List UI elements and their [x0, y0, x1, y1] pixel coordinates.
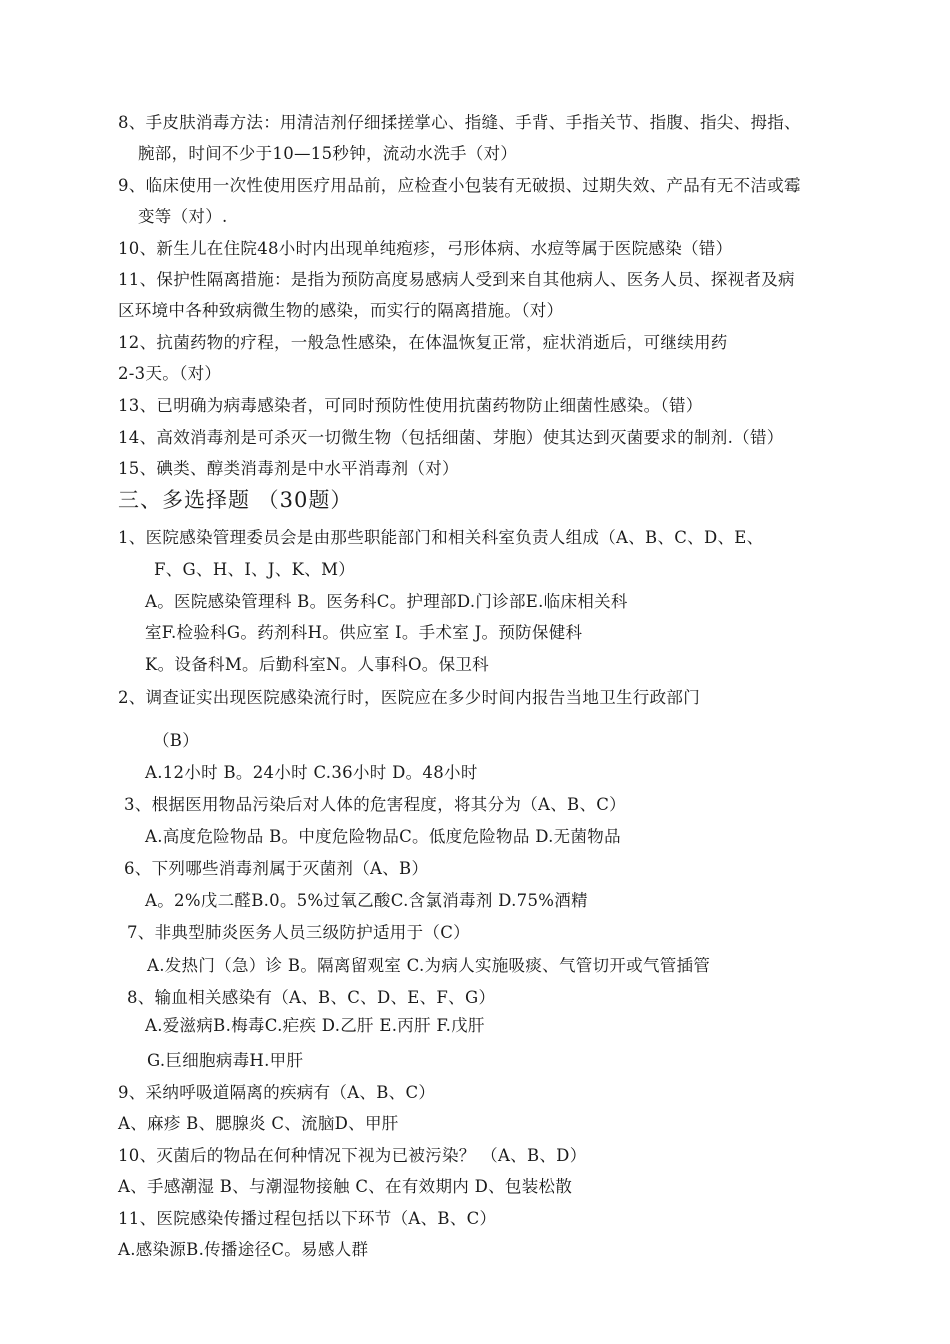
mc-item-7-options: A.发热门（急）诊 B。隔离留观室 C.为病人实施吸痰、气管切开或气管插管 [147, 956, 711, 975]
mc-item-8-options-line-1: A.爱滋病B.梅毒C.疟疾 D.乙肝 E.丙肝 F.戊肝 [145, 1016, 485, 1035]
mc-item-11-options: A.感染源B.传播途径C。易感人群 [118, 1240, 369, 1259]
tf-item-8-line-1: 8、手皮肤消毒方法：用清洁剂仔细揉搓掌心、指缝、手背、手指关节、指腹、指尖、拇指、 [118, 113, 801, 132]
mc-item-8-options-line-2: G.巨细胞病毒H.甲肝 [147, 1051, 304, 1070]
section-heading-multiple-choice: 三、多选择题 （30题） [118, 488, 353, 512]
mc-item-11-question: 11、医院感染传播过程包括以下环节（A、B、C） [118, 1209, 497, 1228]
mc-item-8-question: 8、输血相关感染有（A、B、C、D、E、F、G） [127, 988, 496, 1007]
mc-item-2-answer: （B） [153, 731, 200, 750]
mc-item-9-question: 9、采纳呼吸道隔离的疾病有（A、B、C） [118, 1083, 436, 1102]
mc-item-1-answer: F、G、H、I、J、K、M） [154, 560, 356, 579]
mc-item-10-question: 10、灭菌后的物品在何种情况下视为已被污染？ （A、B、D） [118, 1146, 587, 1165]
mc-item-3-options: A.高度危险物品 B。中度危险物品C。低度危险物品 D.无菌物品 [145, 827, 621, 846]
tf-item-8-line-2: 腕部，时间不少于10—15秒钟，流动水洗手（对） [138, 144, 518, 163]
mc-item-1-options-line-1: A。医院感染管理科 B。医务科C。护理部D.门诊部E.临床相关科 [145, 592, 628, 611]
tf-item-10: 10、新生儿在住院48小时内出现单纯疱疹，弓形体病、水痘等属于医院感染（错） [118, 239, 733, 258]
mc-item-9-options: A、麻疹 B、腮腺炎 C、流脑D、甲肝 [118, 1114, 399, 1133]
mc-item-6-options: A。2%戊二醛B.0。5%过氧乙酸C.含氯消毒剂 D.75%酒精 [145, 891, 588, 910]
mc-item-3-question: 3、根据医用物品污染后对人体的危害程度，将其分为（A、B、C） [124, 795, 626, 814]
mc-item-1-question: 1、医院感染管理委员会是由那些职能部门和相关科室负责人组成（A、B、C、D、E、 [118, 528, 764, 547]
mc-item-10-options: A、手感潮湿 B、与潮湿物接触 C、在有效期内 D、包装松散 [118, 1177, 573, 1196]
mc-item-7-question: 7、非典型肺炎医务人员三级防护适用于（C） [127, 923, 470, 942]
tf-item-13: 13、已明确为病毒感染者，可同时预防性使用抗菌药物防止细菌性感染。（错） [118, 396, 703, 415]
tf-item-9-line-2: 变等（对）. [138, 207, 228, 226]
tf-item-14: 14、高效消毒剂是可杀灭一切微生物（包括细菌、芽胞）使其达到灭菌要求的制剂.（错） [118, 428, 784, 447]
mc-item-2-options: A.12小时 B。24小时 C.36小时 D。48小时 [145, 763, 478, 782]
mc-item-6-question: 6、下列哪些消毒剂属于灭菌剂（A、B） [124, 859, 429, 878]
mc-item-2-question: 2、调查证实出现医院感染流行时，医院应在多少时间内报告当地卫生行政部门 [118, 688, 700, 707]
mc-item-1-options-line-3: K。设备科M。后勤科室N。人事科O。保卫科 [145, 655, 489, 674]
mc-item-1-options-line-2: 室F.检验科G。药剂科H。供应室 I。手术室 J。预防保健科 [145, 623, 583, 642]
tf-item-15: 15、碘类、醇类消毒剂是中水平消毒剂（对） [118, 459, 459, 478]
tf-item-12-line-1: 12、抗菌药物的疗程，一般急性感染，在体温恢复正常，症状消逝后，可继续用药 [118, 333, 728, 352]
tf-item-9-line-1: 9、临床使用一次性使用医疗用品前，应检查小包装有无破损、过期失效、产品有无不洁或霉 [118, 176, 801, 195]
tf-item-11-line-2: 区环境中各种致病微生物的感染，而实行的隔离措施。（对） [118, 301, 564, 320]
tf-item-11-line-1: 11、保护性隔离措施：是指为预防高度易感病人受到来自其他病人、医务人员、探视者及病 [118, 270, 795, 289]
tf-item-12-line-2: 2-3天。（对） [118, 364, 222, 383]
